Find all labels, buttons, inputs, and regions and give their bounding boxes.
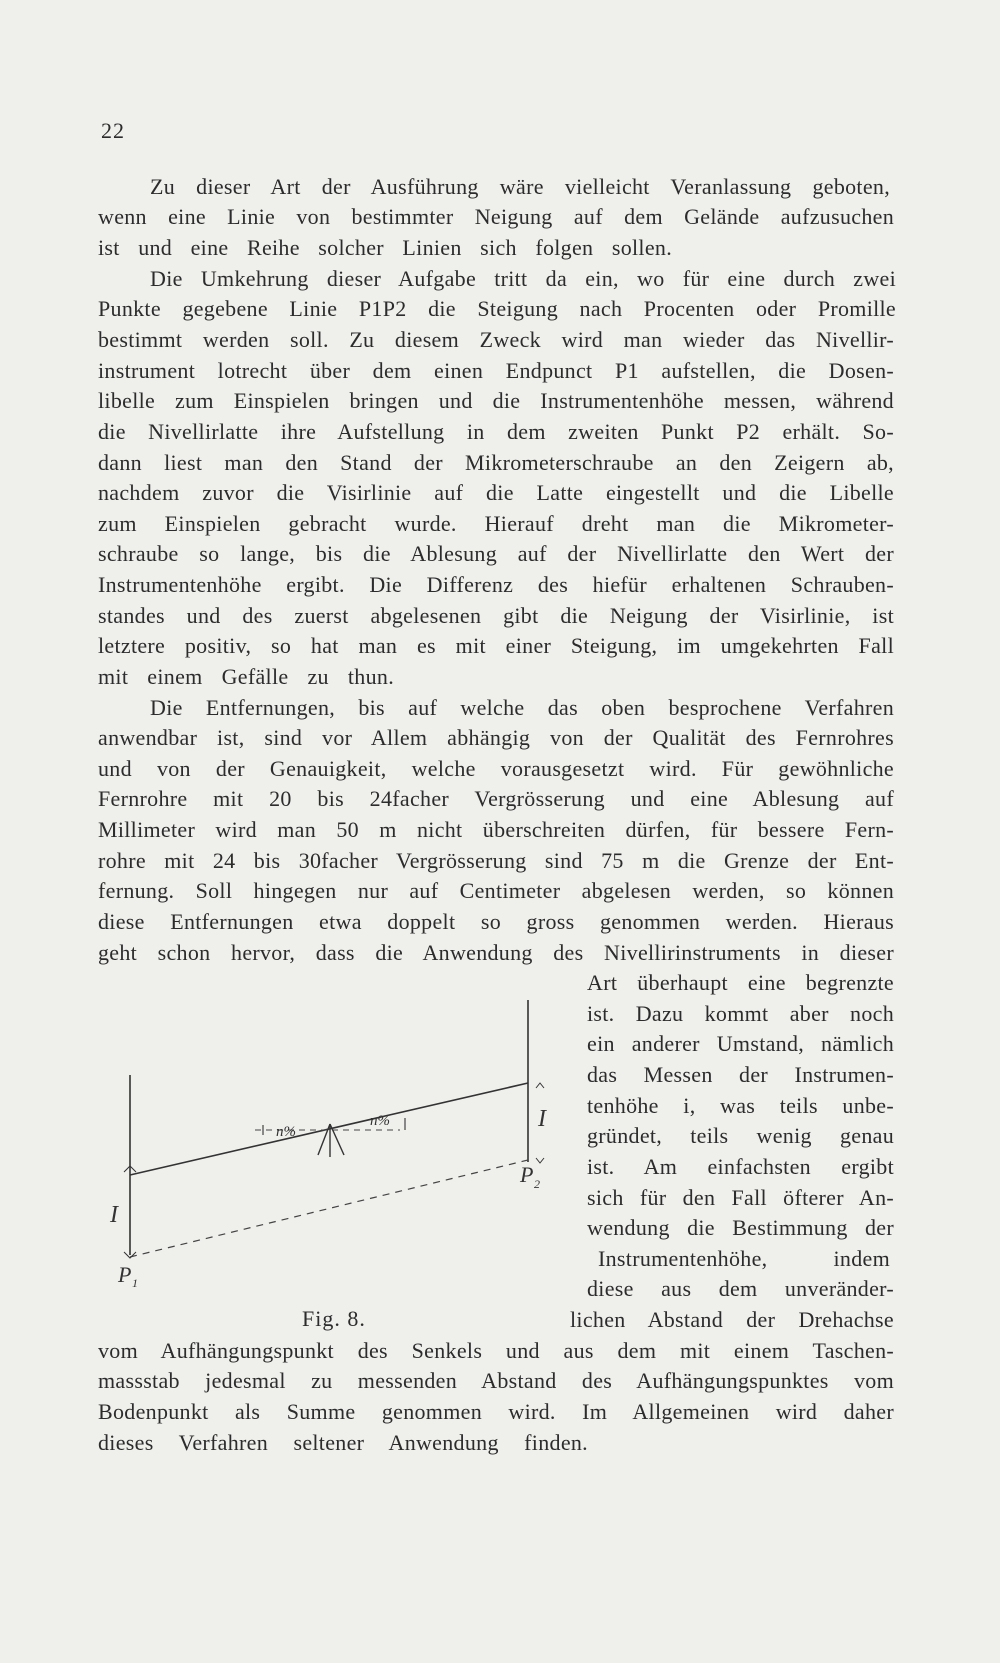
text-line: libelle zum Einspielen bringen und die Instrumentenhöhe messen, während: [98, 388, 894, 413]
text-line: instrument lotrecht über dem einen Endpunct P1 aufstellen, die Dosen-: [98, 358, 894, 383]
text-line: Die Entfernungen, bis auf welche das oben besprochene Verfahren: [150, 695, 894, 720]
left-point-label: P: [118, 1262, 132, 1287]
ground-line: [130, 1160, 528, 1257]
text-line: Art überhaupt eine begrenzte: [587, 970, 894, 995]
text-line: sich für den Fall öfterer An-: [587, 1185, 894, 1210]
text-line: ist. Dazu kommt aber noch: [587, 1001, 894, 1026]
text-line: fernung. Soll hingegen nur auf Centimeter abgelesen werden, so können: [98, 878, 894, 903]
right-point-label: P: [520, 1162, 534, 1187]
text-line: wenn eine Linie von bestimmter Neigung auf dem Gelände aufzusuchen: [98, 204, 894, 229]
left-height-label: I: [110, 1202, 118, 1228]
text-line: standes und des zuerst abgelesenen gibt die Neigung der Visirlinie, ist: [98, 603, 894, 628]
right-height-label: I: [538, 1106, 546, 1132]
text-line: ist. Am einfachsten ergibt: [587, 1154, 894, 1179]
text-line: ein anderer Umstand, nämlich: [587, 1031, 894, 1056]
text-line: zum Einspielen gebracht wurde. Hierauf dreht man die Mikrometer-: [98, 511, 894, 536]
text-line: tenhöhe i, was teils unbe-: [587, 1093, 894, 1118]
text-line: schraube so lange, bis die Ablesung auf der Nivellirlatte den Wert der: [98, 541, 894, 566]
text-line: gründet, teils wenig genau: [587, 1123, 894, 1148]
text-line: dann liest man den Stand der Mikrometerschraube an den Zeigern ab,: [98, 450, 894, 475]
text-line: geht schon hervor, dass die Anwendung des Nivellirinstruments in dieser: [98, 940, 894, 965]
text-line: Die Umkehrung dieser Aufgabe tritt da ein, wo für eine durch zwei: [150, 266, 896, 291]
right-arrow-up-icon: [536, 1083, 544, 1088]
text-line: rohre mit 24 bis 30facher Vergrösserung sind 75 m die Grenze der Ent-: [98, 848, 894, 873]
left-point-subscript: 1: [132, 1276, 138, 1290]
text-line: das Messen der Instrumen-: [587, 1062, 894, 1087]
slope-label-right: n%: [370, 1113, 390, 1129]
text-line: anwendbar ist, sind vor Allem abhängig von der Qualität des Fernrohres: [98, 725, 894, 750]
right-arrow-down-icon: [536, 1158, 544, 1163]
text-line: Millimeter wird man 50 m nicht überschreiten dürfen, für bessere Fern-: [98, 817, 894, 842]
sight-line: [130, 1083, 528, 1175]
figure-8-diagram: [100, 990, 570, 1300]
text-line: Fernrohre mit 20 bis 24facher Vergrösserung und eine Ablesung auf: [98, 786, 894, 811]
text-line: diese aus dem unveränder-: [587, 1276, 894, 1301]
right-point-subscript: 2: [534, 1177, 540, 1191]
figure-8: [100, 990, 570, 1300]
text-line: Bodenpunkt als Summe genommen wird. Im Allgemeinen wird daher: [98, 1399, 894, 1424]
text-line: und von der Genauigkeit, welche vorausgesetzt wird. Für gewöhnliche: [98, 756, 894, 781]
text-line: bestimmt werden soll. Zu diesem Zweck wird man wieder das Nivellir-: [98, 327, 894, 352]
text-line: die Nivellirlatte ihre Aufstellung in dem zweiten Punkt P2 erhält. So-: [98, 419, 894, 444]
text-line: dieses Verfahren seltener Anwendung finden.: [98, 1430, 588, 1455]
text-line: massstab jedesmal zu messenden Abstand des Aufhängungspunktes vom: [98, 1368, 894, 1393]
text-line: vom Aufhängungspunkt des Senkels und aus dem mit einem Taschen-: [98, 1338, 894, 1363]
slope-label-left: n%: [276, 1124, 296, 1140]
text-line: mit einem Gefälle zu thun.: [98, 664, 394, 689]
figure-caption: Fig. 8.: [302, 1306, 366, 1331]
text-line: Punkte gegebene Linie P1P2 die Steigung nach Procenten oder Promille: [98, 296, 896, 321]
text-line: ist und eine Reihe solcher Linien sich folgen sollen.: [98, 235, 672, 260]
text-line: nachdem zuvor die Visirlinie auf die Latte eingestellt und die Libelle: [98, 480, 894, 505]
text-line: Instrumentenhöhe ergibt. Die Differenz des hiefür erhaltenen Schrauben-: [98, 572, 894, 597]
text-line: lichen Abstand der Drehachse: [570, 1307, 894, 1332]
text-line: Zu dieser Art der Ausführung wäre vielleicht Veranlassung geboten,: [150, 174, 890, 199]
text-line: wendung die Bestimmung der: [587, 1215, 894, 1240]
text-line: letztere positiv, so hat man es mit einer Steigung, im umgekehrten Fall: [98, 633, 894, 658]
page-number: 22: [101, 118, 125, 143]
text-line: Instrumentenhöhe, indem: [598, 1246, 890, 1271]
text-line: diese Entfernungen etwa doppelt so gross genommen werden. Hieraus: [98, 909, 894, 934]
